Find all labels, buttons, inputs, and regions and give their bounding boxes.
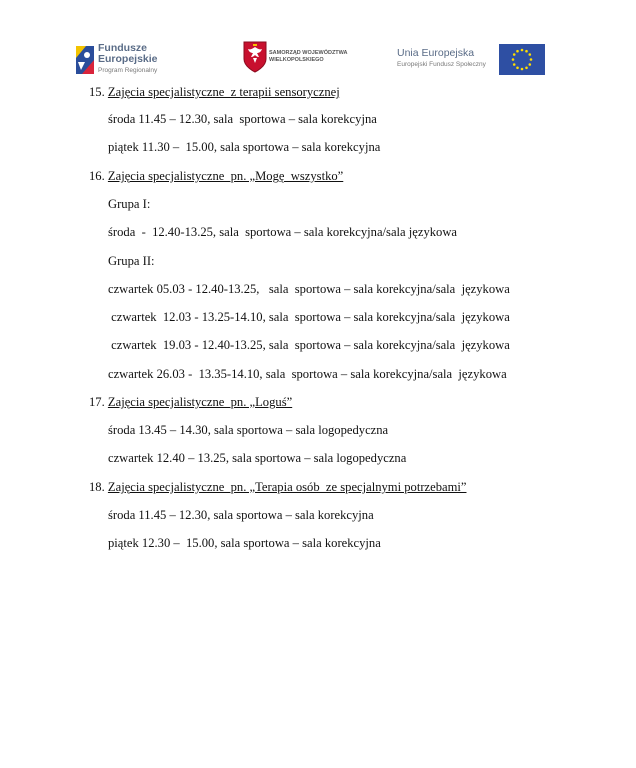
schedule-line: środa 13.45 – 14.30, sala sportowa – sala logopedyczna — [108, 423, 389, 437]
section-heading-18 — [89, 479, 466, 495]
eagle-shield-icon — [243, 41, 267, 73]
schedule-line: czwartek 12.40 – 13.25, sala sportowa – sala logopedyczna — [108, 451, 407, 465]
section-heading-16 — [89, 168, 343, 184]
schedule-line: środa 11.45 – 12.30, sala sportowa – sala korekcyjna — [108, 112, 377, 126]
eu-flag-icon — [499, 44, 545, 75]
section-title: Zajęcia specjalistyczne pn. „Terapia osób ze specjalnymi potrzebami” — [107, 480, 467, 494]
fundusze-europejskie-logo — [76, 42, 186, 78]
group-label: Grupa I: — [108, 197, 151, 211]
sw-logo-line2: WIELKOPOLSKIEGO — [269, 57, 324, 63]
unia-europejska-logo — [397, 44, 545, 76]
group-label: Grupa II: — [108, 254, 155, 268]
schedule-line: środa 11.45 – 12.30, sala sportowa – sala korekcyjna — [108, 508, 374, 522]
schedule-line: czwartek 26.03 - 13.35-14.10, sala sportowa – sala korekcyjna/sala językowa — [108, 367, 507, 381]
ue-logo-line1: Unia Europejska — [397, 47, 475, 59]
section-heading-15 — [89, 84, 340, 100]
schedule-line: piątek 12.30 – 15.00, sala sportowa – sala korekcyjna — [108, 536, 381, 550]
section-title: Zajęcia specjalistyczne pn. „Mogę wszystko” — [107, 169, 344, 183]
samorzad-logo — [243, 41, 353, 77]
schedule-line: czwartek 12.03 - 13.25-14.10, sala sportowa – sala korekcyjna/sala językowa — [108, 310, 510, 324]
section-number: 16. — [89, 169, 105, 183]
section-heading-17 — [89, 394, 292, 410]
fe-logo-line1: Fundusze — [98, 42, 147, 54]
fe-logo-line3: Program Regionalny — [98, 67, 158, 74]
section-number: 18. — [89, 480, 105, 494]
fundusze-europejskie-logo-icon — [76, 42, 96, 76]
section-title: Zajęcia specjalistyczne pn. „Loguś” — [107, 395, 293, 409]
ue-logo-line2: Europejski Fundusz Społeczny — [397, 61, 486, 68]
schedule-line: piątek 11.30 – 15.00, sala sportowa – sala korekcyjna — [108, 140, 381, 154]
schedule-line: czwartek 05.03 - 12.40-13.25, sala sportowa – sala korekcyjna/sala językowa — [108, 282, 510, 296]
schedule-line: czwartek 19.03 - 12.40-13.25, sala sportowa – sala korekcyjna/sala językowa — [108, 338, 510, 352]
section-number: 15. — [89, 85, 105, 99]
section-title: Zajęcia specjalistyczne z terapii sensorycznej — [107, 85, 340, 99]
schedule-line: środa - 12.40-13.25, sala sportowa – sala korekcyjna/sala językowa — [108, 225, 458, 239]
document-header — [0, 38, 636, 82]
sw-logo-line1: SAMORZĄD WOJEWÓDZTWA — [269, 50, 348, 56]
fe-logo-line2: Europejskie — [98, 53, 158, 65]
section-number: 17. — [89, 395, 105, 409]
